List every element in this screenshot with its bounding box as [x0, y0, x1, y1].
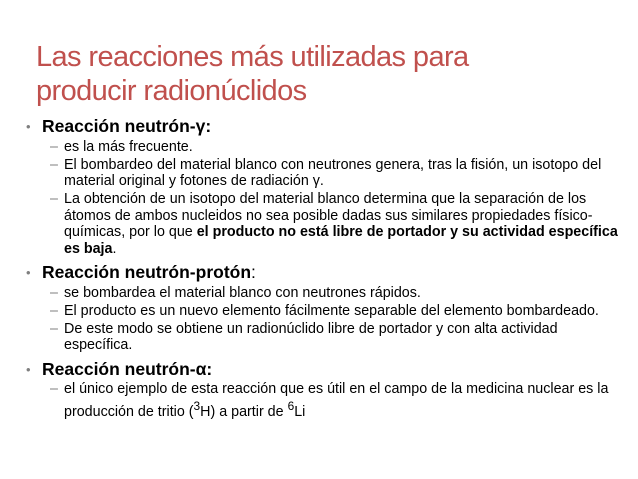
superscript: 3	[193, 398, 201, 413]
superscript: 6	[287, 398, 295, 413]
sub-bullet	[24, 285, 624, 302]
sub-bullet-text: La obtención de un isotopo del material blanco determina que la separación de los átomos de ambos nucleidos no sea posible dadas sus similares propiedades físico-químicas, por lo que	[64, 191, 593, 240]
sub-bullet	[24, 191, 624, 257]
sub-bullet-text: el único ejemplo de esta reacción que es útil en el campo de la medicina nuclear es la producción de tritio (	[64, 381, 609, 420]
bullet-neutron-gamma	[24, 116, 624, 137]
sub-bullet	[24, 139, 624, 156]
heading-colon: :	[251, 262, 256, 282]
bullet-neutron-alpha	[24, 359, 624, 380]
heading-text: Reacción neutrón-	[42, 358, 196, 379]
sub-bullet-end: .	[319, 173, 324, 189]
heading-colon: :	[205, 116, 212, 136]
bold-emphasis: el producto no está libre de portador y su actividad específica es baja	[64, 224, 618, 257]
sub-bullet	[24, 321, 624, 354]
sub-bullet-text: H) a partir de	[200, 403, 288, 420]
heading-text: Reacción neutrón-protón	[42, 262, 252, 282]
slide-title	[36, 40, 616, 108]
sub-bullet	[24, 303, 624, 320]
heading-colon: :	[206, 358, 213, 379]
gamma-symbol: γ	[312, 173, 320, 189]
sub-bullet	[24, 381, 624, 420]
title-line-2: producir radionúclidos	[36, 75, 307, 107]
sub-bullet	[24, 157, 624, 190]
sub-bullet-text: se bombardea el material blanco con neutrones rápidos.	[64, 284, 421, 301]
heading-text: Reacción neutrón-	[42, 116, 196, 136]
title-line-1: Las reacciones más utilizadas para	[36, 41, 469, 73]
alpha-symbol: α	[195, 358, 207, 379]
sub-bullet-text: El producto es un nuevo elemento fácilmente separable del elemento bombardeado.	[64, 302, 599, 319]
bullet-neutron-proton	[24, 262, 624, 283]
sub-bullet-end: Li	[294, 403, 306, 420]
sub-bullet-text: El bombardeo del material blanco con neutrones genera, tras la fisión, un isotopo del material original y fotones de radiación	[64, 156, 602, 189]
gamma-symbol: γ	[195, 116, 206, 136]
sub-bullet-text: De este modo se obtiene un radionúclido libre de portador y con alta actividad específica.	[64, 320, 558, 353]
sub-bullet-end: .	[112, 240, 117, 257]
sub-bullet-text: es la más frecuente.	[64, 138, 193, 155]
slide-content	[24, 114, 624, 420]
